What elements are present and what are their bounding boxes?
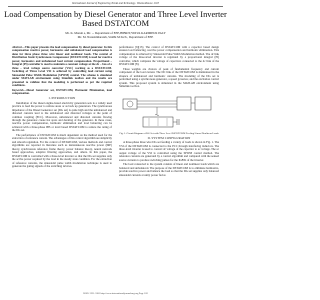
author-line-2: Mr. M. Narasimharaiah, Siddhi M.Tech , Department of EEE: [77, 35, 154, 39]
diesel-generator-box: [123, 99, 137, 109]
abstract-label: Abstract—: [12, 45, 25, 49]
right-column: [119, 46, 219, 178]
page-footer: ISSN: 2231-5381 http://www.internationaljournalssrg.org Page 182: [83, 292, 148, 295]
generator-symbol: [127, 101, 133, 107]
right-paragraph-2: Three weights are choices of peak of fundamental frequency and current component of the load current. The DC link of the DSTATCOM is maintained in the absence of unbalanced and harmonic currents. The modeling of the DG set is performed using a synchronous generator, a speed governor, and the excitation control system. This proposed system is simulated in the MATLAB environment using Simulink toolbox.: [119, 66, 219, 89]
intro-paragraph-2: The performance of DSTATCOM is much dependent on the method used for the extraction of reference current. The advantages of this control algorithm are simplicity and smooth regulation. For the control of DSTATCOM, various methods and control algorithms are reported in literature such as instantaneous reactive power (IRP) theory, synchronous reference frame theory, power balance theory, neural network based approaches, adaptive filtering approaches, and others. In this paper, the DSTATCOM is controlled with a three-level inverter so that the DG set supplies only the active power required by the load in the steady state condition. For the extraction of reference currents, the sinusoidal pulse width modulation technique is used to generate the gating signals of the switching devices.: [12, 133, 112, 169]
abstract: [12, 46, 112, 87]
section-heading-introduction: I. INTRODUCTION: [48, 96, 76, 101]
journal-header: International Journal of Engineering Trends and Technology- Volume4Issue2- 2013: [72, 2, 159, 5]
author-line-1: Mr. K. Manoh a, Mr. ... Department of EEE,HIBRIT,YDIVA KARIMPUR PALY: [65, 31, 166, 35]
right-paragraph-1: performance [6][13]. The control of DSTATCOM with a capacitor based design ensures load balancing, reactive power compensation and harmonic elimination. This compensation is achieved by Sinusoidal Pulse Width Modulation method. The dc link voltage of the three-level inverter is regulated by a proportional integral (PI) controller, which computes the voltage of capacitors connected to the dc link of the DSTATCOM [8].: [119, 45, 219, 67]
keywords-label: Keywords—: [12, 87, 27, 92]
figure-caption: Fig. 1. Circuit Diagram of DG Set with Three Level DSTATCOM Feeding Linear/Nonlinear Loads: [119, 131, 219, 135]
nonlinear-load-box: [195, 97, 211, 110]
section-heading-system-configuration: II. SYSTEM CONFIGURATION: [147, 135, 191, 140]
linear-load-box: [177, 97, 191, 110]
keywords-text: Diesel Generator set, DSTATCOM, Harmonic Elimination, load compensation.: [12, 87, 112, 96]
circuit-diagram-figure: [119, 91, 219, 131]
abstract-text: This paper presents the load compensation by diesel generator. In this compensation reactive power, harmonics and unbalanced load compensation is done for three phase three wire linear and nonlinear loads. The control of Distribution Static Synchronous Compensator (DSTATCOM) is used for reactive power, harmonics and unbalanced load current compensation. Proportional – Integral (PI) controller is used to maintain a constant voltage at the dc – bus of a three – level voltage source converter (VSC) working as a DSTATCOM. Switching of Three Level VSI is achieved by controlling load current using Sinusoidal Pulse Width Modulation (SPWM) control. The scheme is simulated under MATLAB environment using Simulink toolbox and the results are presented to validate that the modeling is performed as per the required conditions.: [12, 45, 112, 87]
system-paragraph-2: The load connected to the system consists of linear and nonlinear loads which are balanced and unbalanced. The purpose of the DSTATCOM is to eliminate harmonics, provide reactive power and balance the load so that the DG set supplies only balanced sinusoidal currents at unity power factor.: [119, 162, 219, 177]
circuit-diagram: [119, 91, 219, 131]
left-column: [12, 46, 112, 170]
system-paragraph-1: A three-phase three wire DG set feeding a variety of loads is shown in Fig. 1. The VSI of the DSTATCOM is connected to the PCC through interfacing inductors. The three-level inverter is used to convert dc voltage of the capacitor to ac voltage. The ac output voltage of the VSI is controlled using the SPWM control method. The reference currents are generated by a control algorithm and compared with the sensed source currents to produce switching pulses for the IGBTs of the inverter.: [119, 140, 219, 162]
keywords: [12, 89, 112, 96]
paper-title: Load Compensation by Diesel Generator and Three Level Inverter Based DSTATCOM: [4, 10, 227, 29]
author-block: [0, 31, 231, 39]
header-rule: [8, 6, 223, 7]
intro-paragraph-1: Installation of the diesel engine-based electricity generation sets is a widely used practice to feed the power to remote areas or as back up generators. The synchronous impedance of the Diesel Generator set (DG set) is quite high and the unbalanced and distorted currents lead to the unbalanced and distorted voltages at the point of common coupling (PCC). Moreover, unbalanced and distorted currents flowing through the generator create hot spots and derating of the generator. In these cases, reactive power compensation, harmonic elimination and load balancing can be achieved with a three-phase IBS or level based DSTATCOM to reduce the rating of the DG set.: [12, 100, 112, 133]
